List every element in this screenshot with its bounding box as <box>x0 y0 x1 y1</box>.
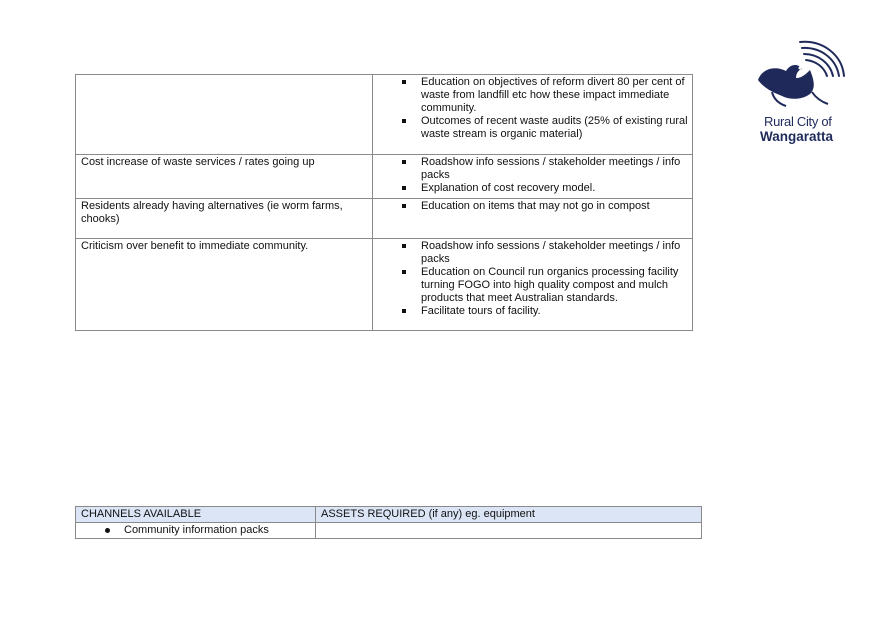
table-row <box>76 199 693 239</box>
channel-item: Community information packs <box>99 524 310 537</box>
logo-text-line2: Wangaratta <box>760 129 834 144</box>
channels-assets-table <box>75 506 702 539</box>
actions-cell <box>373 239 693 331</box>
swan-icon <box>756 36 848 108</box>
action-item: Facilitate tours of facility. <box>396 305 688 318</box>
council-logo <box>752 36 852 148</box>
issues-response-table <box>75 74 693 331</box>
action-item: Education on items that may not go in compost <box>396 200 688 213</box>
issue-cell: Criticism over benefit to immediate community. <box>76 239 373 331</box>
issue-cell: Residents already having alternatives (ie worm farms, chooks) <box>76 199 373 239</box>
action-item: Explanation of cost recovery model. <box>396 182 688 195</box>
action-item: Outcomes of recent waste audits (25% of existing rural waste stream is organic material) <box>396 115 688 141</box>
channels-cell <box>76 523 316 539</box>
channels-header: CHANNELS AVAILABLE <box>76 507 316 523</box>
actions-cell <box>373 155 693 199</box>
actions-cell <box>373 199 693 239</box>
logo-text-line1: Rural City of <box>764 114 832 129</box>
action-item: Roadshow info sessions / stakeholder meetings / info packs <box>396 156 688 182</box>
table-row <box>76 523 702 539</box>
table-row <box>76 75 693 155</box>
issue-cell <box>76 75 373 155</box>
issue-cell: Cost increase of waste services / rates going up <box>76 155 373 199</box>
table-row <box>76 239 693 331</box>
assets-header: ASSETS REQUIRED (if any) eg. equipment <box>316 507 702 523</box>
table-header-row <box>76 507 702 523</box>
assets-cell <box>316 523 702 539</box>
action-item: Education on objectives of reform divert 80 per cent of waste from landfill etc how these impact immediate community. <box>396 76 688 115</box>
action-item: Roadshow info sessions / stakeholder meetings / info packs <box>396 240 688 266</box>
table-row <box>76 155 693 199</box>
action-item: Education on Council run organics processing facility turning FOGO into high quality compost and mulch products that meet Australian standards. <box>396 266 688 305</box>
actions-cell <box>373 75 693 155</box>
